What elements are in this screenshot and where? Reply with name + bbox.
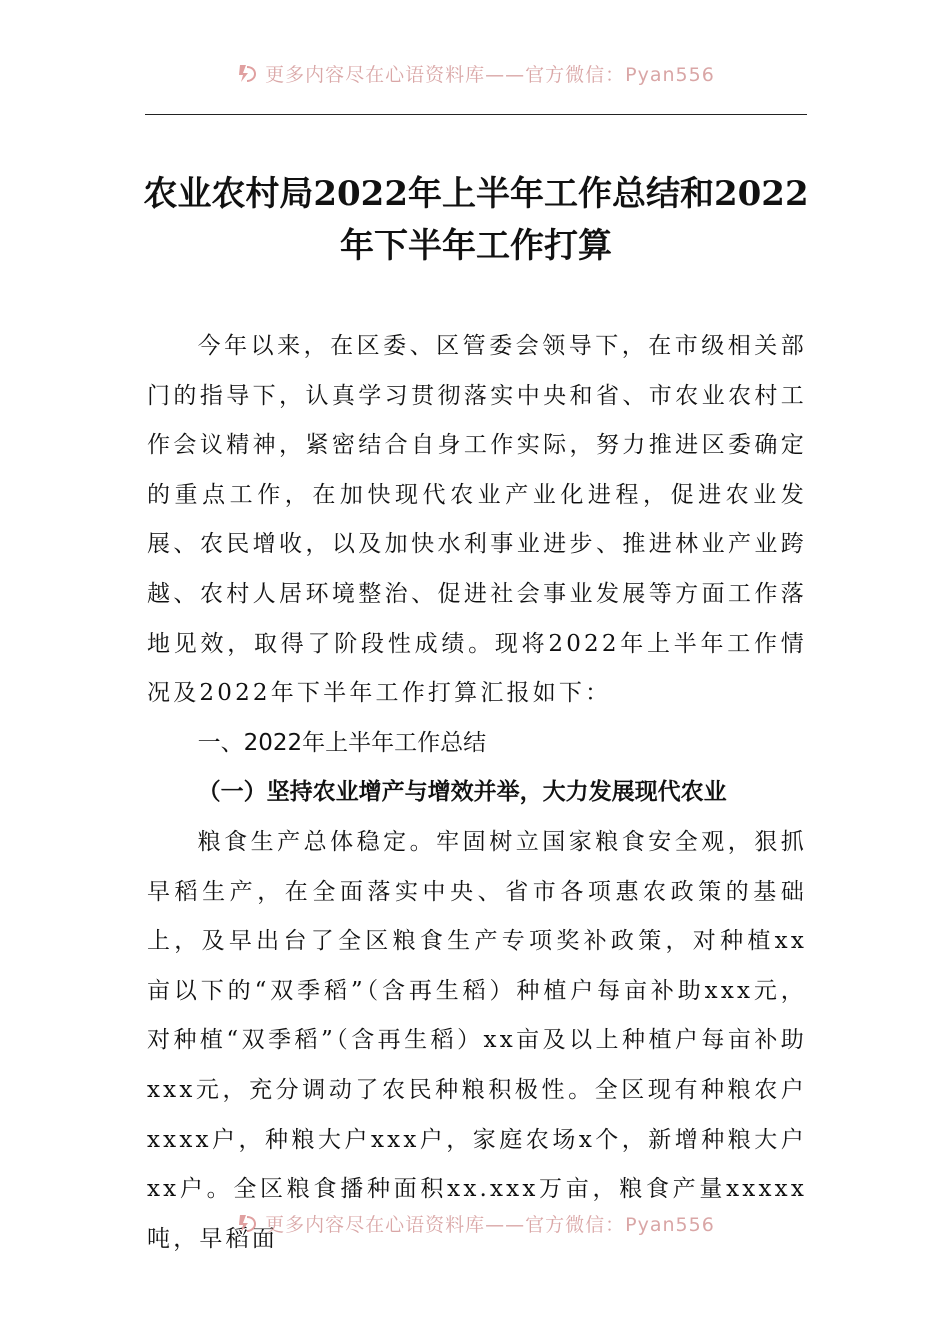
watermark-header bbox=[0, 58, 950, 88]
watermark-text: 更多内容尽在心语资料库——官方微信：Pyan556 bbox=[265, 1213, 715, 1236]
intro-paragraph: 今年以来，在区委、区管委会领导下，在市级相关部门的指导下，认真学习贯彻落实中央和省、市农业农村工作会议精神，紧密结合自身工作实际，努力推进区委确定的重点工作，在加快现代农业产业化进程，促进农业发展、农民增收，以及加快水利事业进步、推进林业产业跨越、农村人居环境整治、促进社会事业发展等方面工作落地见效，取得了阶段性成绩。现将2022年上半年工作情况及2022年下半年工作打算汇报如下： bbox=[147, 333, 807, 707]
watermark-text: 更多内容尽在心语资料库——官方微信：Pyan556 bbox=[265, 63, 715, 86]
watermark-footer bbox=[0, 1208, 950, 1238]
document-title: 农业农村局2022年上半年工作总结和2022年下半年工作打算 bbox=[143, 174, 809, 266]
watermark-logo-icon bbox=[235, 1211, 259, 1235]
section-heading: 一、2022年上半年工作总结 bbox=[197, 729, 487, 756]
grain-production-paragraph: 粮食生产总体稳定。牢固树立国家粮食安全观，狠抓早稻生产，在全面落实中央、省市各项惠农政策的基础上，及早出台了全区粮食生产专项奖补政策，对种植xx亩以下的“双季稻”（含再生稻）种植户每亩补助xxx元，对种植“双季稻”（含再生稻）xx亩及以上种植户每亩补助xxx元，充分调动了农民种粮积极性。全区现有种粮农户xxxx户，种粮大户xxx户，家庭农场x个，新增种粮大户xx户。全区粮食播种面积xx.xxx万亩，粮食产量xxxxx吨，早稻面 bbox=[147, 828, 807, 1252]
watermark-logo-icon bbox=[235, 61, 259, 85]
header-divider bbox=[145, 114, 807, 115]
document-body bbox=[147, 322, 807, 1264]
subsection-heading: （一）坚持农业增产与增效并举，大力发展现代农业 bbox=[197, 779, 727, 806]
